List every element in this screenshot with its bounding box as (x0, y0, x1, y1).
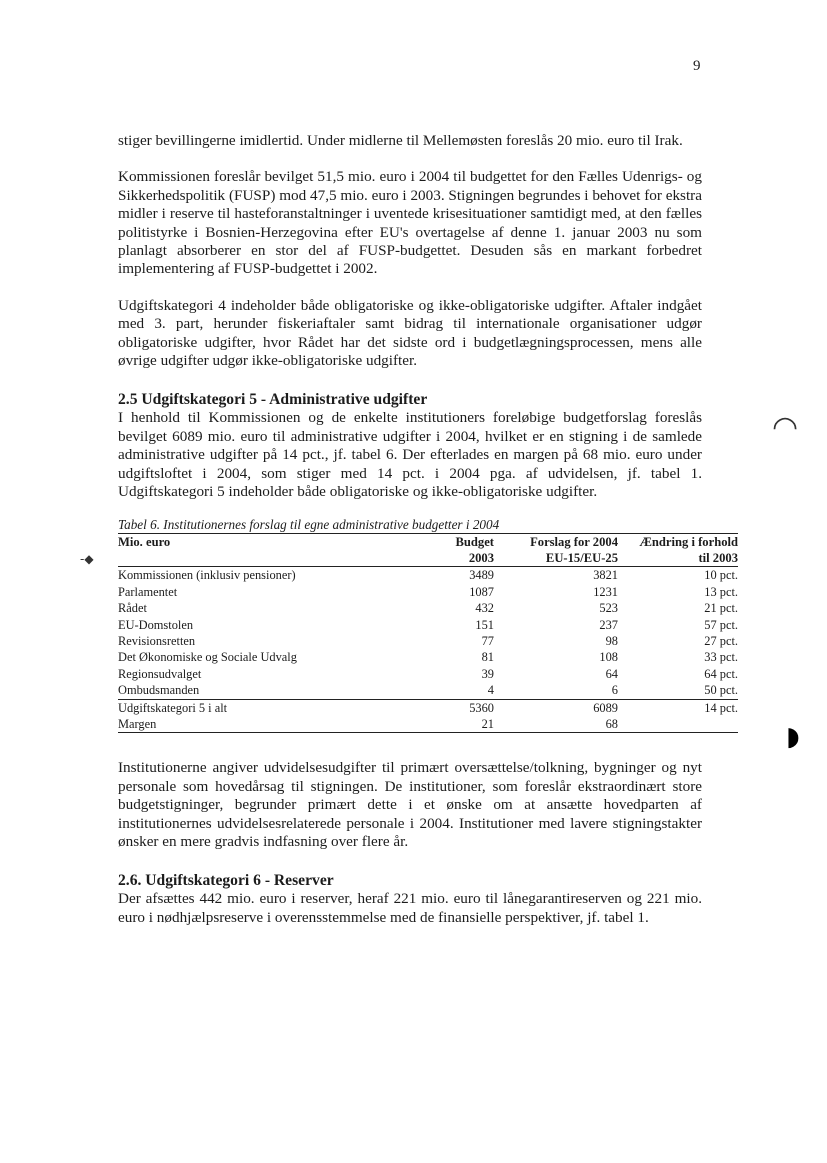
table-header-row-2 (118, 550, 738, 567)
budget-table (118, 533, 738, 734)
document-body (118, 132, 738, 927)
header-mio-euro: Mio. euro (118, 534, 171, 549)
margin-arrow-mark: ‑◆ (80, 552, 94, 566)
table-caption: Tabel 6. Institutionernes forslag til egne administrative budgetter i 2004 (118, 516, 500, 532)
section-heading-2-5: 2.5 Udgiftskategori 5 - Administrative udgifter (118, 391, 428, 409)
header-forslag-sub: EU-15/EU-25 (494, 550, 618, 567)
header-budget: Budget (455, 534, 494, 549)
table-row: Revisionsretten 77 98 27 pct. (118, 633, 738, 648)
table-row: Kommissionen (inklusiv pensioner) 3489 3821 10 pct. (118, 568, 738, 583)
paragraph-1: stiger bevillingerne imidlertid. Under midlerne til Mellemøsten foreslås 20 mio. euro til Irak. (118, 132, 683, 149)
table-row: Ombudsmanden 4 6 50 pct. (118, 683, 738, 698)
table-row: EU-Domstolen 151 237 57 pct. (118, 617, 738, 632)
paragraph-institutions: Institutionerne angiver udvidelsesudgifter til primært oversættelse/tolkning, bygninger og nyt personale som hovedårsag til stigningen. De institutioner, som foreslår ekstraordinært store budgetstigninger, begrunder primært dette i et ønske om at ansætte hovedparten af institutionernes udvidelsesrelaterede personale i 2004. Institutioner med lavere stigningstakter ønsker en mere gradvis indfasning over flere år. (118, 759, 702, 850)
paragraph-category-4: Udgiftskategori 4 indeholder både obligatoriske og ikke-obligatoriske udgifter. Aftaler indgået med 3. part, herunder fiskeriaftaler samt bidrag til internationale organisationer udgør obligatoriske udgifter, hvor Rådet har det sidste ord i budgetlægningsprocessen, mens alle øvrige udgifter udgør ikke-obligatoriske udgifter. (118, 296, 702, 370)
paragraph-category-5: I henhold til Kommissionen og de enkelte institutioners foreløbige budgetforslag foreslås bevilget 6089 mio. euro til administrative udgifter i 2004, hvilket er en stigning i de samlede administrative udgifter på 14 pct., jf. tabel 6. Der efterlades en margen på 68 mio. euro under udgiftsloftet i 2004, som stiger med 14 pct. i 2004 pga. af udvidelsen, jf. tabel 1. Udgiftskategori 5 indeholder både obligatoriske og ikke-obligatoriske udgifter. (118, 409, 702, 501)
header-change: Ændring i forhold (639, 534, 738, 549)
header-budget-year: 2003 (428, 550, 494, 567)
header-change-sub: til 2003 (618, 550, 738, 567)
hole-punch-mark-bottom: ◗ (786, 722, 800, 752)
paragraph-fusp: Kommissionen foreslår bevilget 51,5 mio. euro i 2004 til budgettet for den Fælles Udenrigs- og Sikkerhedspolitik (FUSP) mod 47,5 mio. euro i 2003. Stigningen begrundes i behovet for ekstra midler i reserve til hasteforanstaltninger i uventede krisesituationer samtidigt med, at den fælles politistyrke i Bosnien-Herzegovina efter EU's overtagelse af denne 1. januar 2003 nu som planlagt absorberer en stor del af FUSP-budgettet. Desuden sås en markant forbedret implementering af FUSP-budgettet i 2002. (118, 168, 702, 278)
hole-punch-mark-top: ◠ (772, 410, 799, 445)
table-total-row: Udgiftskategori 5 i alt 5360 6089 14 pct. (118, 700, 738, 715)
table-row: Rådet 432 523 21 pct. (118, 601, 738, 616)
page-number: 9 (693, 58, 701, 74)
paragraph-reserves: Der afsættes 442 mio. euro i reserver, heraf 221 mio. euro til lånegarantireserven og 221 mio. euro i nødhjælpsreserve i overensstemmelse med de finansielle perspektiver, jf. tabel 1. (118, 890, 702, 926)
table-row: Det Økonomiske og Sociale Udvalg 81 108 33 pct. (118, 650, 738, 665)
table-margin-row: Margen 21 68 (118, 716, 738, 733)
table-header-row (118, 533, 738, 550)
table-row: Regionsudvalget 39 64 64 pct. (118, 666, 738, 681)
header-forslag: Forslag for 2004 (530, 534, 618, 549)
table-row: Parlamentet 1087 1231 13 pct. (118, 584, 738, 599)
section-heading-2-6: 2.6. Udgiftskategori 6 - Reserver (118, 872, 334, 890)
